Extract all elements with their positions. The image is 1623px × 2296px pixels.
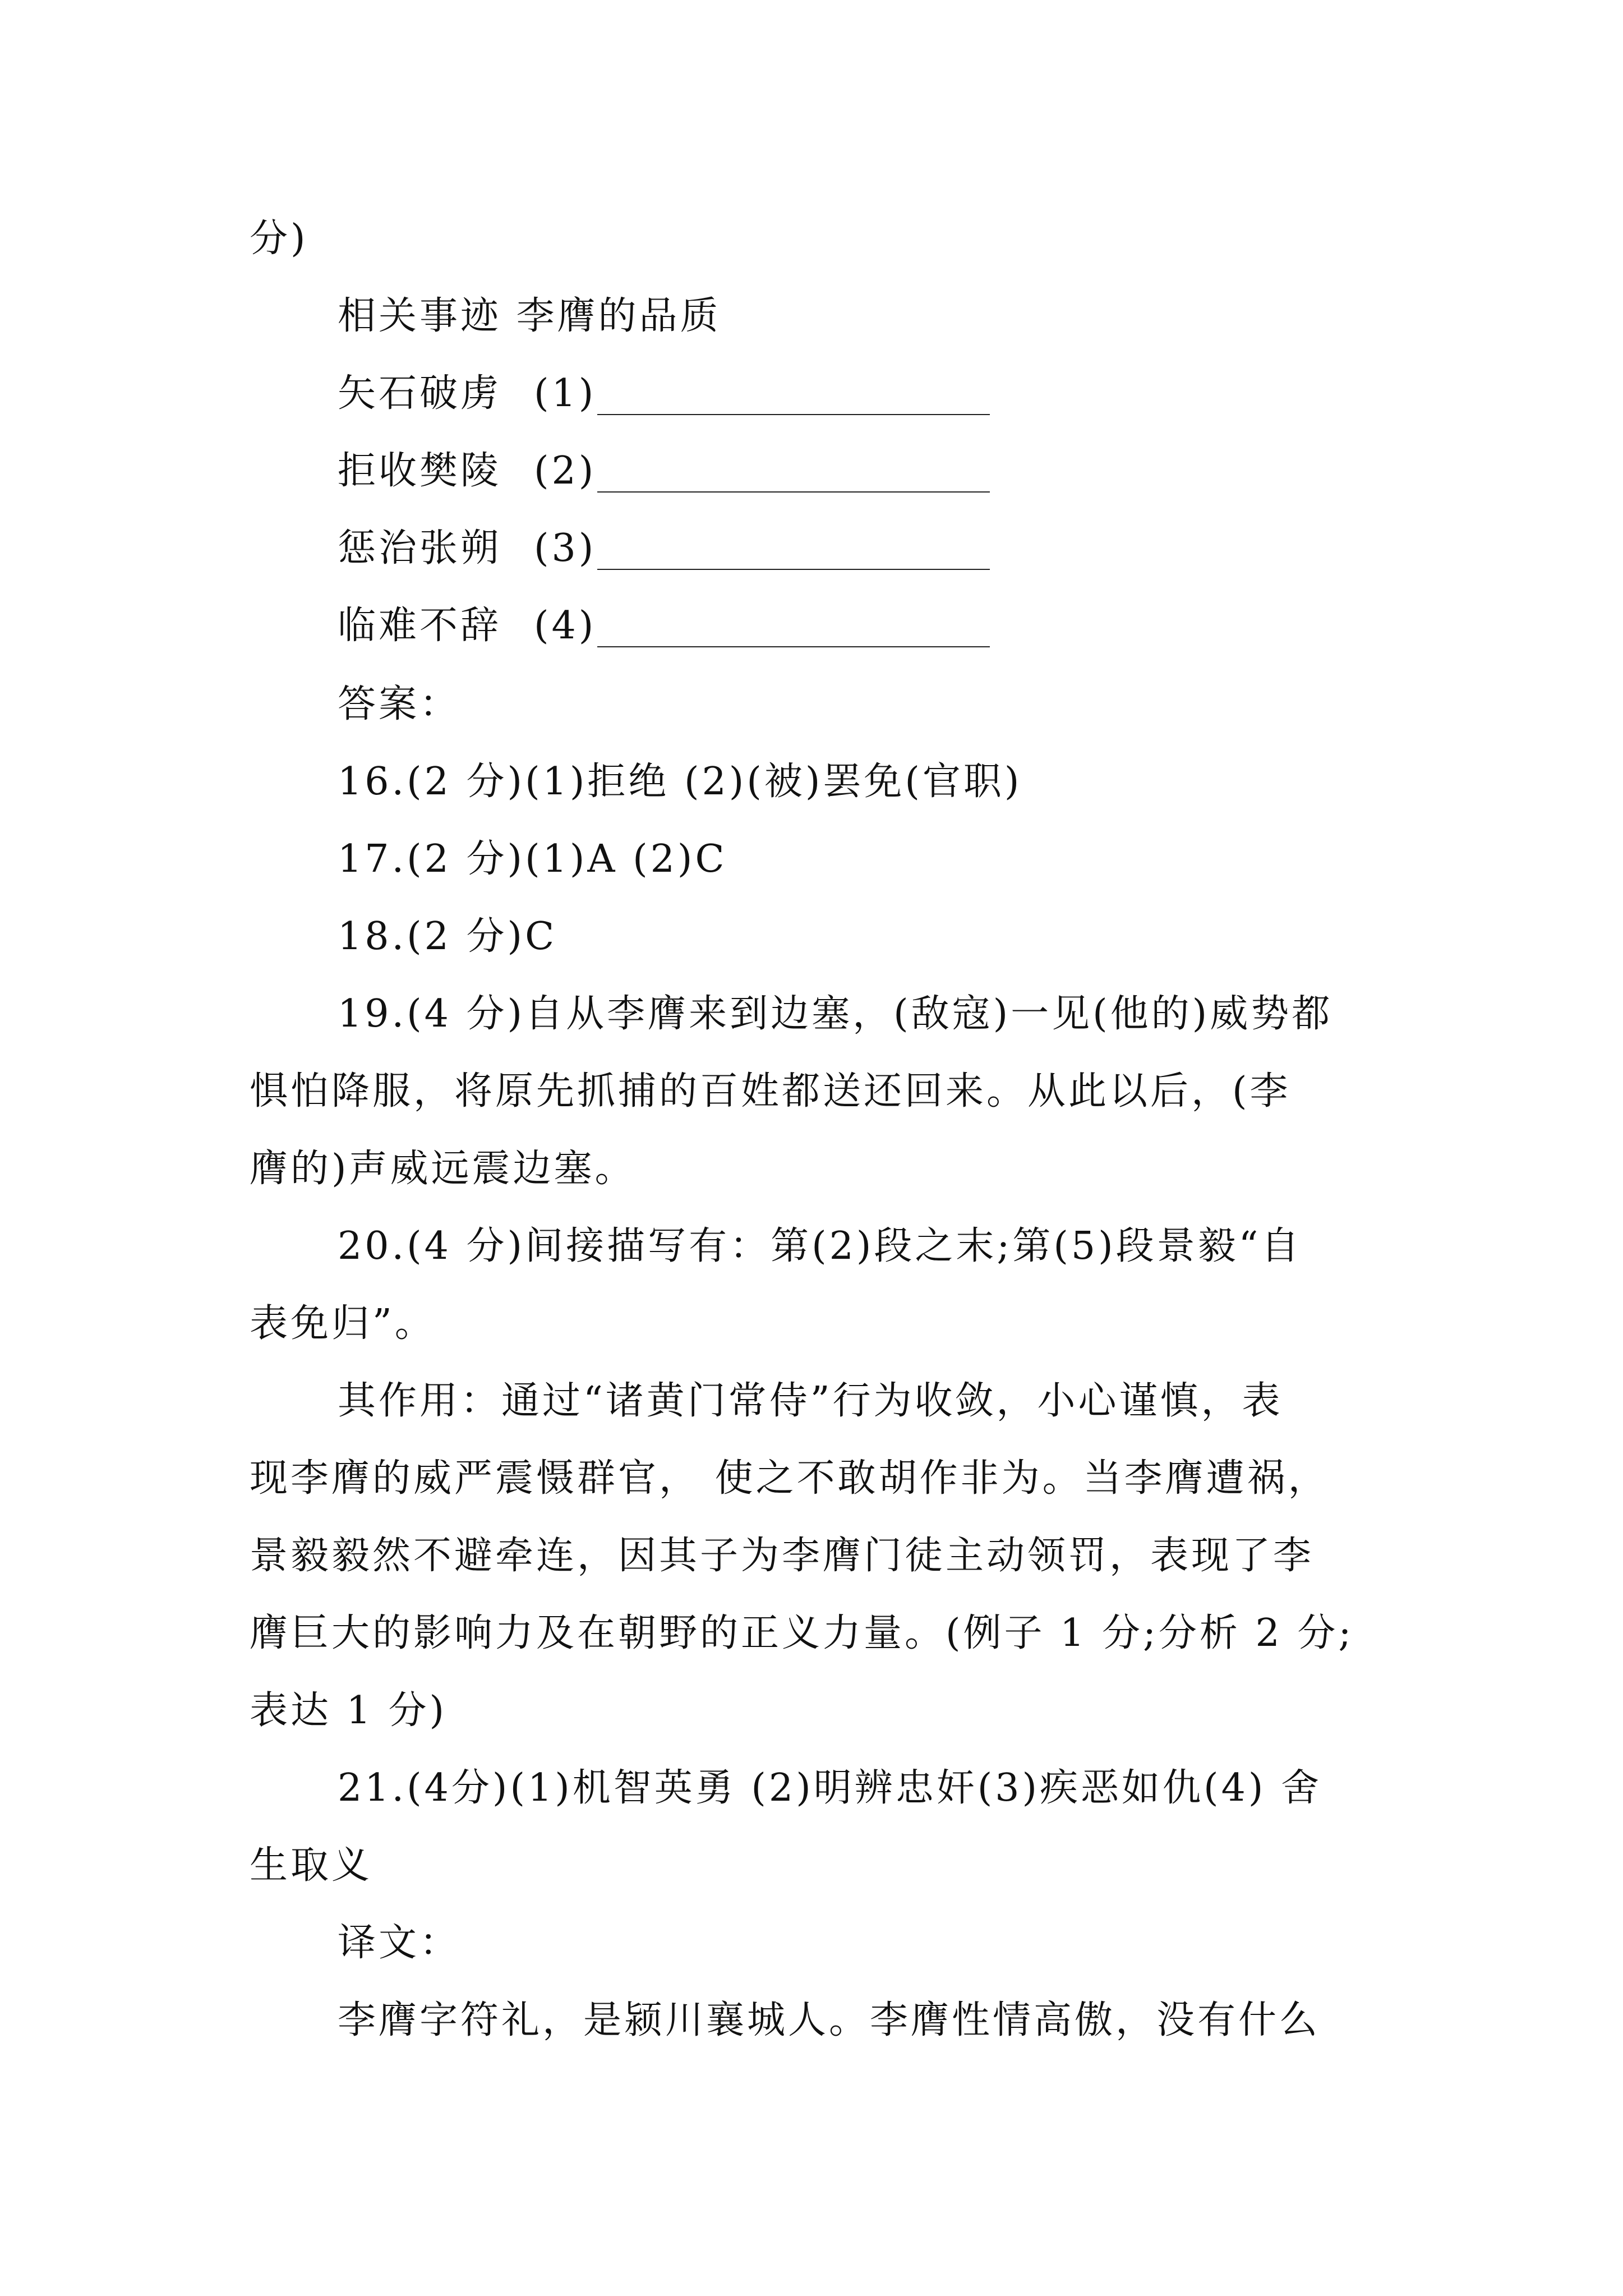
text-line: 表达 1 分)	[250, 1688, 448, 1733]
text-line: 分)	[250, 217, 308, 261]
table-number: (4)	[534, 604, 597, 648]
text-line: 16.(2 分)(1)拒绝 (2)(被)罢免(官职)	[338, 760, 1022, 804]
text-line: 膺巨大的影响力及在朝野的正义力量。(例子 1 分;分析 2 分;	[250, 1611, 1354, 1655]
text-line: 20.(4 分)间接描写有：第(2)段之末;第(5)段景毅“自	[338, 1224, 1302, 1268]
text-line: 译文：	[338, 1921, 461, 1965]
text-line: 18.(2 分)C	[338, 914, 557, 959]
table-row	[338, 449, 597, 493]
text-line: 19.(4 分)自从李膺来到边塞，(敌寇)一见(他的)威势都	[338, 992, 1333, 1036]
text-line: 表免归”。	[250, 1301, 436, 1346]
text-line: 21.(4分)(1)机智英勇 (2)明辨忠奸(3)疾恶如仇(4) 舍	[338, 1766, 1322, 1810]
answer-blank	[597, 646, 990, 647]
table-event: 矢石破虏	[338, 371, 502, 416]
text-line: 李膺字符礼，是颍川襄城人。李膺性情高傲，没有什么	[338, 1998, 1321, 2042]
table-header: 相关事迹 李膺的品质	[338, 294, 721, 338]
text-line: 答案：	[338, 682, 461, 726]
text-line: 膺的)声威远震边塞。	[250, 1147, 636, 1191]
text-line: 景毅毅然不避牵连，因其子为李膺门徒主动领罚，表现了李	[250, 1534, 1315, 1578]
text-line: 其作用：通过“诸黄门常侍”行为收敛，小心谨慎，表	[338, 1379, 1283, 1423]
table-event: 惩治张朔	[338, 526, 502, 570]
text-line: 17.(2 分)(1)A (2)C	[338, 837, 727, 881]
table-event: 临难不辞	[338, 604, 502, 648]
table-number: (1)	[534, 371, 597, 416]
table-row	[338, 371, 597, 416]
answer-blank	[597, 569, 990, 570]
text-line: 生取义	[250, 1843, 373, 1888]
table-number: (2)	[534, 449, 597, 493]
table-row	[338, 526, 597, 570]
text-line: 惧怕降服，将原先抓捕的百姓都送还回来。从此以后，(李	[250, 1069, 1291, 1114]
answer-blank	[597, 414, 990, 415]
table-number: (3)	[534, 526, 597, 570]
table-row	[338, 604, 597, 648]
answer-blank	[597, 491, 990, 493]
text-line: 现李膺的威严震慑群官， 使之不敢胡作非为。当李膺遭祸，	[250, 1456, 1329, 1501]
table-event: 拒收樊陵	[338, 449, 502, 493]
